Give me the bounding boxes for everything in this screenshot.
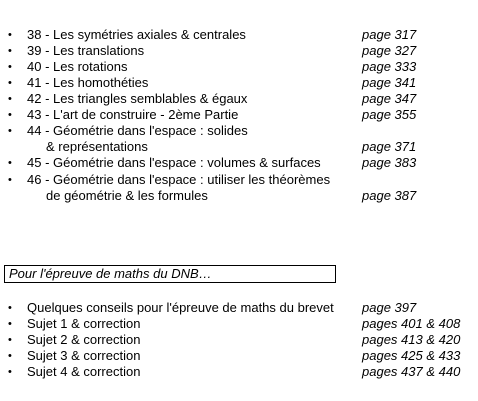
bullet: • [8,61,12,73]
page-reference: page 317 [362,27,417,42]
chapter-title: 42 - Les triangles semblables & égaux [27,91,248,106]
bullet: • [8,109,12,121]
chapter-title: & représentations [46,139,148,154]
bullet: • [8,45,12,57]
page-reference: pages 425 & 433 [362,348,461,363]
list-item-continuation [0,188,478,204]
chapter-title: 38 - Les symétries axiales & centrales [27,27,246,42]
list-item-continuation [0,139,478,155]
list-item [0,43,478,59]
chapter-title: 46 - Géométrie dans l'espace : utiliser les théorèmes [27,172,331,187]
chapter-title: 44 - Géométrie dans l'espace : solides [27,123,248,138]
bullet: • [8,93,12,105]
page-reference: pages 401 & 408 [362,316,461,331]
list-item [0,59,478,75]
chapter-title: 39 - Les translations [27,43,145,58]
item-title: Sujet 4 & correction [27,364,141,379]
bullet: • [8,174,12,186]
page-reference: page 341 [362,75,417,90]
item-title: Sujet 2 & correction [27,332,141,347]
list-item [0,107,478,123]
chapter-title: 40 - Les rotations [27,59,128,74]
bullet: • [8,350,12,362]
bullet: • [8,366,12,378]
bullet: • [8,77,12,89]
bullet: • [8,318,12,330]
dnb-section-heading: Pour l'épreuve de maths du DNB… [4,265,336,283]
chapter-title: 43 - L'art de construire - 2ème Partie [27,107,239,122]
item-title: Sujet 1 & correction [27,316,141,331]
bullet: • [8,125,12,137]
page-reference: pages 437 & 440 [362,364,461,379]
list-item [0,332,478,348]
bullet: • [8,302,12,314]
chapter-title: 45 - Géométrie dans l'espace : volumes & surfaces [27,155,321,170]
chapter-title: 41 - Les homothéties [27,75,149,90]
item-title: Quelques conseils pour l'épreuve de maths du brevet [27,300,334,315]
page-reference: pages 413 & 420 [362,332,461,347]
page-reference: page 347 [362,91,417,106]
page-reference: page 371 [362,139,417,154]
page-reference: page 387 [362,188,417,203]
chapter-title: de géométrie & les formules [46,188,208,203]
list-item [0,155,478,171]
list-item [0,91,478,107]
list-item [0,348,478,364]
bullet: • [8,334,12,346]
page-reference: page 327 [362,43,417,58]
list-item [0,123,478,139]
list-item [0,316,478,332]
bullet: • [8,157,12,169]
list-item [0,172,478,188]
list-item [0,27,478,43]
list-item [0,75,478,91]
page-reference: page 355 [362,107,417,122]
item-title: Sujet 3 & correction [27,348,141,363]
page-reference: page 397 [362,300,417,315]
list-item [0,364,478,380]
page-reference: page 333 [362,59,417,74]
list-item [0,300,478,316]
bullet: • [8,29,12,41]
page-reference: page 383 [362,155,417,170]
